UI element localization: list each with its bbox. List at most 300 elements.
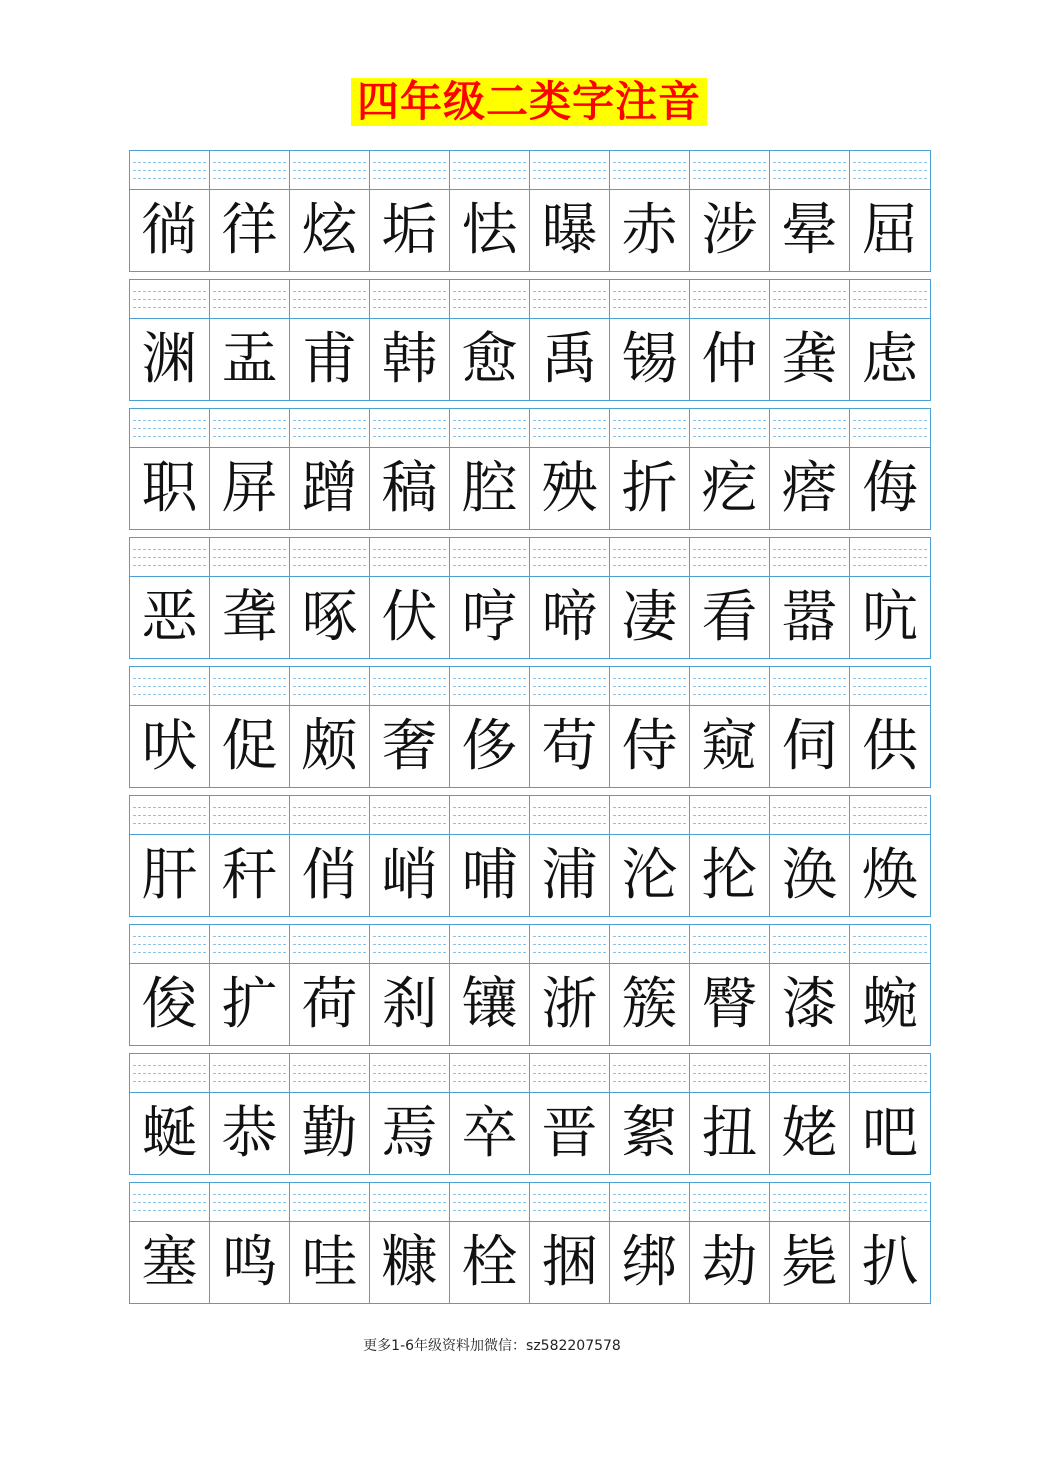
- pinyin-writing-area[interactable]: [530, 151, 609, 190]
- pinyin-guide-line: [693, 162, 766, 163]
- pinyin-guide-line: [453, 1210, 526, 1211]
- pinyin-guide-line: [533, 549, 606, 550]
- hanzi-character: 韩: [381, 326, 438, 392]
- hanzi-character: 抡: [701, 842, 758, 908]
- pinyin-guide-line: [293, 1065, 366, 1066]
- character-cell: [529, 1053, 609, 1175]
- character-cell: [129, 279, 209, 401]
- hanzi-character: 赤: [621, 197, 678, 263]
- pinyin-writing-area[interactable]: [210, 280, 289, 319]
- pinyin-guide-line: [533, 823, 606, 824]
- pinyin-guide-line: [693, 1081, 766, 1082]
- hanzi-character: 簇: [621, 971, 678, 1037]
- character-cell: [849, 795, 931, 917]
- pinyin-guide-line: [453, 436, 526, 437]
- pinyin-guide-line: [533, 170, 606, 171]
- character-cell: [209, 1053, 289, 1175]
- pinyin-guide-line: [453, 694, 526, 695]
- hanzi-character: 聋: [221, 584, 278, 650]
- pinyin-writing-area[interactable]: [770, 538, 849, 577]
- pinyin-guide-line: [613, 823, 686, 824]
- pinyin-writing-area[interactable]: [450, 151, 529, 190]
- hanzi-character: 渊: [141, 326, 198, 392]
- pinyin-guide-line: [453, 936, 526, 937]
- pinyin-guide-line: [693, 557, 766, 558]
- hanzi-character: 涣: [781, 842, 838, 908]
- pinyin-writing-area[interactable]: [370, 1054, 449, 1093]
- character-cell: [529, 537, 609, 659]
- pinyin-guide-line: [693, 944, 766, 945]
- pinyin-guide-line: [213, 678, 286, 679]
- pinyin-writing-area[interactable]: [530, 280, 609, 319]
- character-cell: [849, 1053, 931, 1175]
- pinyin-guide-line: [533, 944, 606, 945]
- pinyin-guide-line: [853, 420, 927, 421]
- pinyin-writing-area[interactable]: [770, 796, 849, 835]
- pinyin-guide-line: [613, 678, 686, 679]
- character-grid: [129, 150, 931, 1311]
- character-cell: [209, 537, 289, 659]
- character-cell: [289, 1053, 369, 1175]
- pinyin-writing-area[interactable]: [210, 1054, 289, 1093]
- pinyin-writing-area[interactable]: [530, 796, 609, 835]
- pinyin-writing-area[interactable]: [290, 1183, 369, 1222]
- hanzi-character: 曝: [541, 197, 598, 263]
- pinyin-guide-line: [453, 178, 526, 179]
- pinyin-writing-area[interactable]: [290, 667, 369, 706]
- pinyin-writing-area[interactable]: [370, 925, 449, 964]
- character-cell: [689, 150, 769, 272]
- hanzi-character: 屏: [221, 455, 278, 521]
- pinyin-guide-line: [373, 952, 446, 953]
- pinyin-writing-area[interactable]: [290, 538, 369, 577]
- pinyin-writing-area[interactable]: [290, 925, 369, 964]
- character-cell: [449, 666, 529, 788]
- pinyin-guide-line: [773, 436, 846, 437]
- character-cell: [769, 1182, 849, 1304]
- pinyin-writing-area[interactable]: [290, 1054, 369, 1093]
- grid-row: [129, 666, 931, 788]
- pinyin-writing-area[interactable]: [210, 667, 289, 706]
- pinyin-writing-area[interactable]: [690, 280, 769, 319]
- character-cell: [769, 666, 849, 788]
- character-cell: [369, 408, 449, 530]
- pinyin-guide-line: [293, 823, 366, 824]
- pinyin-guide-line: [613, 436, 686, 437]
- pinyin-writing-area[interactable]: [690, 1054, 769, 1093]
- pinyin-writing-area[interactable]: [210, 538, 289, 577]
- pinyin-guide-line: [133, 1073, 206, 1074]
- character-cell: [689, 1182, 769, 1304]
- pinyin-writing-area[interactable]: [850, 538, 930, 577]
- pinyin-writing-area[interactable]: [690, 667, 769, 706]
- pinyin-guide-line: [773, 1202, 846, 1203]
- pinyin-guide-line: [213, 420, 286, 421]
- pinyin-writing-area[interactable]: [210, 925, 289, 964]
- pinyin-guide-line: [773, 944, 846, 945]
- grid-row: [129, 279, 931, 401]
- character-cell: [129, 666, 209, 788]
- character-cell: [449, 924, 529, 1046]
- hanzi-character: 奢: [381, 713, 438, 779]
- hanzi-character: 苟: [541, 713, 598, 779]
- pinyin-guide-line: [133, 944, 206, 945]
- pinyin-guide-line: [533, 1202, 606, 1203]
- pinyin-guide-line: [773, 686, 846, 687]
- pinyin-guide-line: [133, 420, 206, 421]
- hanzi-character: 沦: [621, 842, 678, 908]
- hanzi-character: 虑: [862, 326, 918, 392]
- pinyin-writing-area[interactable]: [290, 151, 369, 190]
- character-cell: [849, 408, 931, 530]
- pinyin-guide-line: [613, 686, 686, 687]
- character-cell: [689, 795, 769, 917]
- pinyin-guide-line: [213, 944, 286, 945]
- pinyin-guide-line: [533, 686, 606, 687]
- pinyin-guide-line: [773, 678, 846, 679]
- pinyin-writing-area[interactable]: [770, 1054, 849, 1093]
- pinyin-writing-area[interactable]: [530, 925, 609, 964]
- pinyin-guide-line: [533, 307, 606, 308]
- character-cell: [289, 279, 369, 401]
- pinyin-writing-area[interactable]: [450, 1054, 529, 1093]
- character-cell: [849, 150, 931, 272]
- pinyin-writing-area[interactable]: [130, 925, 209, 964]
- character-cell: [529, 279, 609, 401]
- pinyin-guide-line: [213, 162, 286, 163]
- pinyin-guide-line: [373, 565, 446, 566]
- pinyin-writing-area[interactable]: [210, 796, 289, 835]
- grid-row: [129, 795, 931, 917]
- hanzi-character: 扩: [221, 971, 278, 1037]
- pinyin-writing-area[interactable]: [690, 796, 769, 835]
- pinyin-guide-line: [693, 1073, 766, 1074]
- hanzi-character: 看: [701, 584, 758, 650]
- hanzi-character: 颇: [301, 713, 358, 779]
- character-cell: [289, 924, 369, 1046]
- pinyin-guide-line: [613, 549, 686, 550]
- hanzi-character: 秆: [221, 842, 278, 908]
- pinyin-writing-area[interactable]: [450, 409, 529, 448]
- pinyin-guide-line: [293, 807, 366, 808]
- pinyin-guide-line: [373, 307, 446, 308]
- character-cell: [209, 666, 289, 788]
- hanzi-character: 刹: [381, 971, 438, 1037]
- character-cell: [369, 924, 449, 1046]
- hanzi-character: 仲: [701, 326, 758, 392]
- pinyin-writing-area[interactable]: [610, 1054, 689, 1093]
- pinyin-writing-area[interactable]: [450, 1183, 529, 1222]
- pinyin-writing-area[interactable]: [850, 151, 930, 190]
- pinyin-guide-line: [373, 815, 446, 816]
- pinyin-guide-line: [613, 170, 686, 171]
- pinyin-guide-line: [373, 686, 446, 687]
- pinyin-guide-line: [693, 291, 766, 292]
- pinyin-writing-area[interactable]: [370, 667, 449, 706]
- character-cell: [769, 408, 849, 530]
- character-cell: [369, 150, 449, 272]
- hanzi-character: 徉: [221, 197, 278, 263]
- pinyin-guide-line: [213, 1194, 286, 1195]
- pinyin-guide-line: [613, 557, 686, 558]
- pinyin-guide-line: [773, 291, 846, 292]
- pinyin-writing-area[interactable]: [770, 925, 849, 964]
- pinyin-guide-line: [373, 1210, 446, 1211]
- pinyin-guide-line: [773, 823, 846, 824]
- pinyin-guide-line: [293, 557, 366, 558]
- pinyin-guide-line: [773, 565, 846, 566]
- pinyin-guide-line: [693, 549, 766, 550]
- pinyin-writing-area[interactable]: [370, 409, 449, 448]
- pinyin-writing-area[interactable]: [530, 1054, 609, 1093]
- character-cell: [449, 795, 529, 917]
- grid-row: [129, 537, 931, 659]
- pinyin-guide-line: [213, 170, 286, 171]
- pinyin-guide-line: [213, 936, 286, 937]
- pinyin-writing-area[interactable]: [210, 151, 289, 190]
- pinyin-guide-line: [213, 1065, 286, 1066]
- pinyin-guide-line: [133, 936, 206, 937]
- pinyin-writing-area[interactable]: [210, 409, 289, 448]
- pinyin-writing-area[interactable]: [450, 796, 529, 835]
- pinyin-writing-area[interactable]: [370, 280, 449, 319]
- pinyin-writing-area[interactable]: [850, 667, 930, 706]
- pinyin-guide-line: [533, 420, 606, 421]
- character-cell: [289, 537, 369, 659]
- pinyin-guide-line: [613, 299, 686, 300]
- pinyin-guide-line: [373, 1194, 446, 1195]
- hanzi-character: 稿: [381, 455, 438, 521]
- pinyin-writing-area[interactable]: [850, 1183, 930, 1222]
- pinyin-guide-line: [373, 1202, 446, 1203]
- pinyin-guide-line: [533, 694, 606, 695]
- pinyin-guide-line: [213, 807, 286, 808]
- pinyin-guide-line: [373, 1081, 446, 1082]
- pinyin-writing-area[interactable]: [690, 151, 769, 190]
- hanzi-character: 嚣: [781, 584, 838, 650]
- character-cell: [609, 408, 689, 530]
- hanzi-character: 供: [862, 713, 918, 779]
- pinyin-guide-line: [613, 178, 686, 179]
- character-cell: [689, 924, 769, 1046]
- pinyin-writing-area[interactable]: [130, 409, 209, 448]
- hanzi-character: 荷: [301, 971, 358, 1037]
- character-cell: [769, 537, 849, 659]
- pinyin-writing-area[interactable]: [690, 925, 769, 964]
- hanzi-character: 扒: [862, 1229, 918, 1295]
- hanzi-character: 浙: [541, 971, 598, 1037]
- pinyin-writing-area[interactable]: [770, 151, 849, 190]
- pinyin-writing-area[interactable]: [530, 1183, 609, 1222]
- pinyin-guide-line: [213, 291, 286, 292]
- pinyin-guide-line: [853, 178, 927, 179]
- pinyin-guide-line: [773, 307, 846, 308]
- pinyin-guide-line: [133, 291, 206, 292]
- pinyin-guide-line: [133, 1081, 206, 1082]
- hanzi-character: 恶: [141, 584, 198, 650]
- pinyin-writing-area[interactable]: [690, 409, 769, 448]
- character-cell: [609, 924, 689, 1046]
- hanzi-character: 镶: [461, 971, 518, 1037]
- character-cell: [769, 924, 849, 1046]
- pinyin-writing-area[interactable]: [850, 1054, 930, 1093]
- pinyin-writing-area[interactable]: [610, 151, 689, 190]
- pinyin-guide-line: [213, 1081, 286, 1082]
- hanzi-character: 蜒: [141, 1100, 198, 1166]
- pinyin-writing-area[interactable]: [610, 667, 689, 706]
- pinyin-guide-line: [293, 162, 366, 163]
- hanzi-character: 啼: [541, 584, 598, 650]
- pinyin-guide-line: [853, 944, 927, 945]
- pinyin-guide-line: [773, 1065, 846, 1066]
- hanzi-character: 屈: [862, 197, 918, 263]
- pinyin-guide-line: [853, 307, 927, 308]
- pinyin-guide-line: [773, 807, 846, 808]
- pinyin-guide-line: [213, 1210, 286, 1211]
- hanzi-character: 扭: [701, 1100, 758, 1166]
- character-cell: [289, 666, 369, 788]
- pinyin-guide-line: [613, 694, 686, 695]
- pinyin-writing-area[interactable]: [770, 667, 849, 706]
- pinyin-writing-area[interactable]: [130, 796, 209, 835]
- pinyin-writing-area[interactable]: [530, 409, 609, 448]
- character-cell: [129, 1182, 209, 1304]
- pinyin-guide-line: [853, 686, 927, 687]
- pinyin-writing-area[interactable]: [370, 796, 449, 835]
- character-cell: [209, 150, 289, 272]
- pinyin-guide-line: [853, 162, 927, 163]
- pinyin-writing-area[interactable]: [130, 538, 209, 577]
- pinyin-guide-line: [613, 952, 686, 953]
- pinyin-writing-area[interactable]: [450, 925, 529, 964]
- pinyin-writing-area[interactable]: [770, 409, 849, 448]
- pinyin-guide-line: [293, 565, 366, 566]
- pinyin-guide-line: [533, 1065, 606, 1066]
- pinyin-guide-line: [213, 307, 286, 308]
- pinyin-writing-area[interactable]: [130, 1054, 209, 1093]
- pinyin-writing-area[interactable]: [370, 151, 449, 190]
- pinyin-guide-line: [293, 678, 366, 679]
- pinyin-writing-area[interactable]: [850, 280, 930, 319]
- pinyin-writing-area[interactable]: [610, 796, 689, 835]
- character-cell: [529, 408, 609, 530]
- pinyin-guide-line: [853, 299, 927, 300]
- pinyin-guide-line: [693, 815, 766, 816]
- character-cell: [449, 150, 529, 272]
- title-container: [0, 78, 1058, 126]
- hanzi-character: 涉: [701, 197, 758, 263]
- pinyin-writing-area[interactable]: [530, 538, 609, 577]
- pinyin-guide-line: [133, 428, 206, 429]
- pinyin-guide-line: [373, 299, 446, 300]
- pinyin-writing-area[interactable]: [610, 409, 689, 448]
- pinyin-writing-area[interactable]: [290, 280, 369, 319]
- character-cell: [289, 1182, 369, 1304]
- pinyin-guide-line: [213, 694, 286, 695]
- character-cell: [689, 666, 769, 788]
- footer-note: 更多1-6年级资料加微信：sz582207578: [363, 1338, 621, 1354]
- pinyin-writing-area[interactable]: [450, 538, 529, 577]
- character-cell: [529, 666, 609, 788]
- pinyin-guide-line: [133, 436, 206, 437]
- pinyin-guide-line: [853, 1065, 927, 1066]
- pinyin-writing-area[interactable]: [290, 409, 369, 448]
- pinyin-writing-area[interactable]: [610, 1183, 689, 1222]
- hanzi-character: 糠: [381, 1229, 438, 1295]
- pinyin-writing-area[interactable]: [770, 280, 849, 319]
- character-cell: [689, 279, 769, 401]
- pinyin-writing-area[interactable]: [210, 1183, 289, 1222]
- character-cell: [849, 1182, 931, 1304]
- pinyin-guide-line: [613, 565, 686, 566]
- pinyin-guide-line: [293, 694, 366, 695]
- pinyin-writing-area[interactable]: [450, 667, 529, 706]
- pinyin-writing-area[interactable]: [690, 538, 769, 577]
- hanzi-character: 毙: [781, 1229, 838, 1295]
- pinyin-guide-line: [693, 565, 766, 566]
- pinyin-guide-line: [773, 420, 846, 421]
- pinyin-guide-line: [533, 565, 606, 566]
- pinyin-writing-area[interactable]: [130, 151, 209, 190]
- pinyin-writing-area[interactable]: [850, 925, 930, 964]
- pinyin-guide-line: [773, 428, 846, 429]
- pinyin-guide-line: [533, 436, 606, 437]
- pinyin-guide-line: [453, 952, 526, 953]
- character-cell: [369, 537, 449, 659]
- pinyin-guide-line: [373, 178, 446, 179]
- pinyin-guide-line: [773, 1073, 846, 1074]
- pinyin-guide-line: [293, 952, 366, 953]
- pinyin-writing-area[interactable]: [290, 796, 369, 835]
- character-cell: [449, 1053, 529, 1175]
- pinyin-writing-area[interactable]: [130, 667, 209, 706]
- pinyin-writing-area[interactable]: [370, 538, 449, 577]
- character-cell: [209, 408, 289, 530]
- character-cell: [129, 1053, 209, 1175]
- pinyin-guide-line: [213, 815, 286, 816]
- hanzi-character: 龚: [781, 326, 838, 392]
- pinyin-guide-line: [373, 678, 446, 679]
- pinyin-guide-line: [133, 178, 206, 179]
- pinyin-guide-line: [453, 162, 526, 163]
- pinyin-writing-area[interactable]: [690, 1183, 769, 1222]
- pinyin-guide-line: [853, 549, 927, 550]
- pinyin-guide-line: [293, 944, 366, 945]
- pinyin-guide-line: [133, 823, 206, 824]
- hanzi-character: 峭: [381, 842, 438, 908]
- pinyin-writing-area[interactable]: [610, 538, 689, 577]
- character-cell: [609, 1053, 689, 1175]
- pinyin-writing-area[interactable]: [130, 1183, 209, 1222]
- pinyin-writing-area[interactable]: [450, 280, 529, 319]
- pinyin-writing-area[interactable]: [530, 667, 609, 706]
- character-cell: [529, 1182, 609, 1304]
- pinyin-guide-line: [133, 170, 206, 171]
- pinyin-guide-line: [213, 1202, 286, 1203]
- pinyin-writing-area[interactable]: [610, 925, 689, 964]
- pinyin-writing-area[interactable]: [770, 1183, 849, 1222]
- pinyin-guide-line: [533, 162, 606, 163]
- pinyin-writing-area[interactable]: [850, 409, 930, 448]
- pinyin-writing-area[interactable]: [610, 280, 689, 319]
- pinyin-writing-area[interactable]: [370, 1183, 449, 1222]
- character-cell: [369, 1182, 449, 1304]
- hanzi-character: 姥: [781, 1100, 838, 1166]
- hanzi-character: 锡: [621, 326, 678, 392]
- pinyin-writing-area[interactable]: [850, 796, 930, 835]
- character-cell: [689, 537, 769, 659]
- pinyin-writing-area[interactable]: [130, 280, 209, 319]
